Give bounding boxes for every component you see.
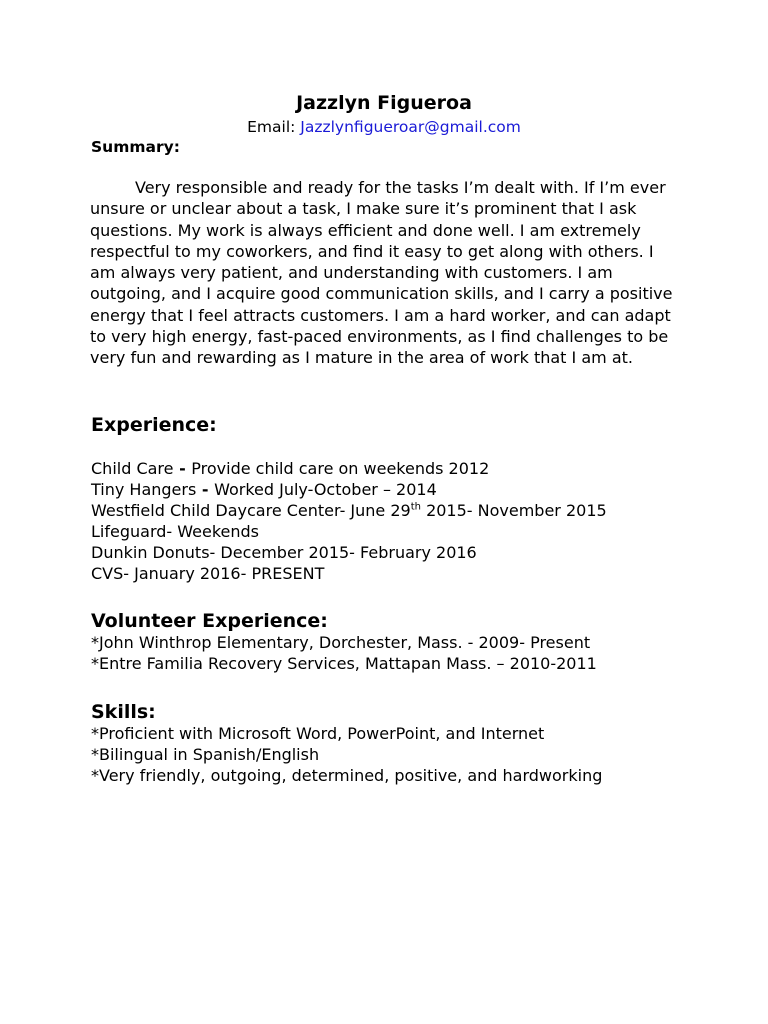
experience-separator: - bbox=[196, 480, 215, 500]
experience-employer: Tiny Hangers bbox=[91, 480, 197, 500]
experience-separator: - bbox=[173, 459, 192, 478]
experience-item-tiny-hangers bbox=[91, 479, 607, 500]
skills-list bbox=[91, 723, 602, 786]
skills-heading: Skills: bbox=[91, 701, 156, 723]
volunteer-item: *John Winthrop Elementary, Dorchester, Mass. - 2009- Present bbox=[91, 633, 591, 652]
experience-text: Westfield Child Daycare Center- June 29 bbox=[91, 501, 411, 521]
skill-item: *Proficient with Microsoft Word, PowerPoint, and Internet bbox=[91, 724, 545, 743]
volunteer-item: *Entre Familia Recovery Services, Mattapan Mass. – 2010-2011 bbox=[91, 654, 597, 674]
experience-employer: Child Care bbox=[91, 459, 174, 478]
skill-item: *Bilingual in Spanish/English bbox=[91, 745, 320, 765]
skill-item: *Very friendly, outgoing, determined, positive, and hardworking bbox=[91, 766, 603, 786]
resume-name: Jazzlyn Figueroa bbox=[296, 92, 472, 114]
email-link[interactable]: Jazzlynfigueroar@gmail.com bbox=[300, 118, 521, 136]
experience-description: Worked July-October – 2014 bbox=[214, 480, 437, 500]
summary-heading: Summary: bbox=[91, 138, 180, 156]
experience-list bbox=[91, 458, 607, 585]
experience-item-dunkin: Dunkin Donuts- December 2015- February 2016 bbox=[91, 543, 477, 563]
experience-item-child-care bbox=[91, 458, 607, 479]
ordinal-superscript: th bbox=[410, 501, 421, 513]
experience-description: Provide child care on weekends 2012 bbox=[191, 459, 490, 478]
experience-item-westfield bbox=[91, 500, 607, 521]
email-line bbox=[0, 118, 768, 136]
experience-heading: Experience: bbox=[91, 414, 217, 436]
summary-text: Very responsible and ready for the tasks I’m dealt with. If I’m ever unsure or unclear about a task, I make sure it’s prominent that I ask questions. My work is always efficient and done well. I am extremely respectful to my coworkers, and find it easy to get along with others. I am always very patient, and understanding with customers. I am outgoing, and I acquire good communication skills, and I carry a positive energy that I feel attracts customers. I am a hard worker, and can adapt to very high energy, fast-paced environments, as I find challenges to be very fun and rewarding as I mature in the area of work that I am at. bbox=[90, 178, 673, 368]
experience-item-cvs: CVS- January 2016- PRESENT bbox=[91, 564, 325, 584]
email-label: Email: bbox=[247, 118, 301, 136]
experience-item-lifeguard: Lifeguard- Weekends bbox=[91, 522, 259, 542]
experience-text: 2015- November 2015 bbox=[420, 501, 607, 521]
volunteer-list bbox=[91, 632, 597, 674]
volunteer-heading: Volunteer Experience: bbox=[91, 610, 328, 632]
